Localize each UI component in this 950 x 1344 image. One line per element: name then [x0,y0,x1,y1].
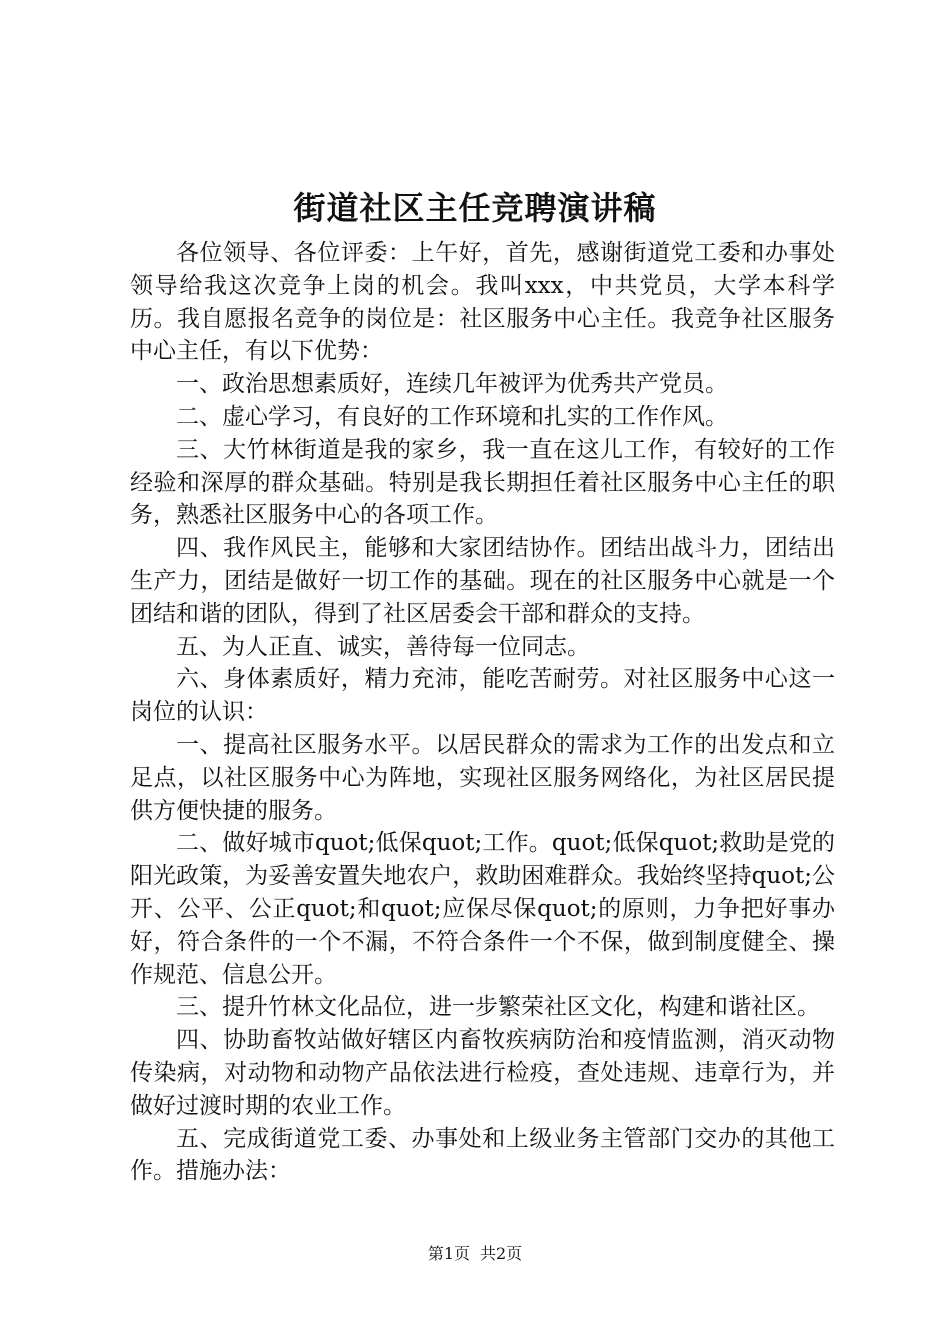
paragraph: 一、提高社区服务水平。以居民群众的需求为工作的出发点和立足点，以社区服务中心为阵地，实现社区服务网络化，为社区居民提供方便快捷的服务。 [130,731,835,824]
paragraph: 五、完成街道党工委、办事处和上级业务主管部门交办的其他工作。措施办法： [130,1125,835,1185]
paragraph: 四、协助畜牧站做好辖区内畜牧疾病防治和疫情监测，消灭动物传染病，对动物和动物产品依法进行检疫，查处违规、违章行为，并做好过渡时期的农业工作。 [130,1027,835,1119]
document-body [130,237,835,1188]
paragraph: 三、大竹林街道是我的家乡，我一直在这儿工作，有较好的工作经验和深厚的群众基础。特别是我长期担任着社区服务中心主任的职务，熟悉社区服务中心的各项工作。 [130,436,835,529]
page-total: 共2页 [480,1244,523,1263]
paragraph: 三、提升竹林文化品位，进一步繁荣社区文化，构建和谐社区。 [176,994,820,1021]
paragraph: 一、政治思想素质好，连续几年被评为优秀共产党员。 [176,371,728,398]
paragraph: 二、做好城市quot;低保quot;工作。quot;低保quot;救助是党的阳光政策，为妥善安置失地农户，救助困难群众。我始终坚持quot;公开、公平、公正quot;和quot;应保尽保quot;的原则，力争把好事办好，符合条件的一个不漏，不符合条件一个不保，做到制度健全、操作规范、信息公开。 [130,830,835,988]
page-number: 第1页 [427,1244,470,1263]
paragraph: 二、虚心学习，有良好的工作环境和扎实的工作作风。 [176,403,728,430]
document-title: 街道社区主任竞聘演讲稿 [293,189,657,227]
page-footer [0,1243,950,1265]
paragraph: 各位领导、各位评委：上午好，首先，感谢街道党工委和办事处领导给我这次竞争上岗的机会。我叫xxx，中共党员，大学本科学历。我自愿报名竞争的岗位是：社区服务中心主任。我竞争社区服务中心主任，有以下优势： [130,240,835,365]
paragraph: 四、我作风民主，能够和大家团结协作。团结出战斗力，团结出生产力，团结是做好一切工作的基础。现在的社区服务中心就是一个团结和谐的团队，得到了社区居委会干部和群众的支持。 [130,535,835,627]
paragraph: 五、为人正直、诚实，善待每一位同志。 [176,633,590,660]
paragraph: 六、身体素质好，精力充沛，能吃苦耐劳。对社区服务中心这一岗位的认识： [130,666,835,726]
